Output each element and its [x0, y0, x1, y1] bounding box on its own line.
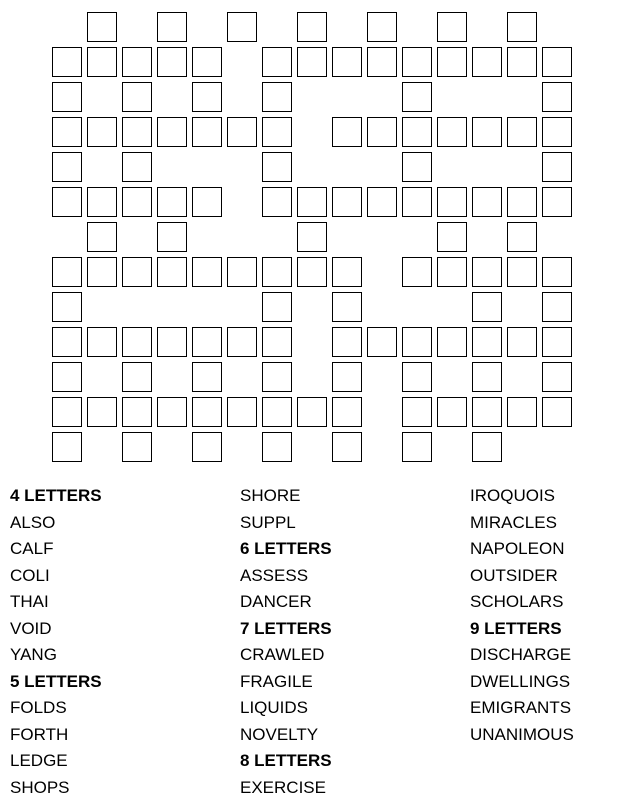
- grid-cell[interactable]: [52, 327, 82, 357]
- grid-cell[interactable]: [122, 327, 152, 357]
- word-list-column-1: [10, 483, 230, 801]
- grid-cell[interactable]: [507, 222, 537, 252]
- grid-cell[interactable]: [402, 362, 432, 392]
- word-list-item: FOLDS: [10, 698, 67, 717]
- grid-cell[interactable]: [542, 397, 572, 427]
- word-list-column-2: [240, 483, 460, 801]
- grid-cell[interactable]: [507, 187, 537, 217]
- grid-cell[interactable]: [542, 152, 572, 182]
- grid-cell[interactable]: [157, 47, 187, 77]
- grid-cell[interactable]: [297, 47, 327, 77]
- grid-cell[interactable]: [122, 47, 152, 77]
- grid-cell[interactable]: [122, 187, 152, 217]
- grid-cell[interactable]: [507, 327, 537, 357]
- grid-cell[interactable]: [157, 222, 187, 252]
- grid-cell[interactable]: [332, 432, 362, 462]
- word-list-item: FORTH: [10, 724, 69, 744]
- grid-cell[interactable]: [122, 82, 152, 112]
- grid-cell[interactable]: [507, 12, 537, 42]
- grid-cell[interactable]: [192, 432, 222, 462]
- grid-cell[interactable]: [332, 257, 362, 287]
- grid-cell[interactable]: [122, 397, 152, 427]
- word-list-item: LEDGE: [10, 751, 68, 770]
- word-list-item: ASSESS: [240, 565, 309, 585]
- word-list-column-3: [470, 483, 622, 748]
- grid-cell[interactable]: [192, 327, 222, 357]
- word-list-item: YANG: [10, 645, 57, 664]
- grid-cell[interactable]: [332, 187, 362, 217]
- grid-cell[interactable]: [87, 117, 117, 147]
- grid-cell[interactable]: [52, 152, 82, 182]
- grid-cell[interactable]: [542, 292, 572, 322]
- grid-cell[interactable]: [332, 47, 362, 77]
- word-list-item: DWELLINGS: [470, 671, 571, 691]
- grid-cell[interactable]: [402, 47, 432, 77]
- grid-cell[interactable]: [297, 12, 327, 42]
- grid-cell[interactable]: [52, 117, 82, 147]
- grid-cell[interactable]: [52, 47, 82, 77]
- grid-cell[interactable]: [157, 117, 187, 147]
- word-list-item: UNANIMOUS: [470, 724, 574, 744]
- grid-cell[interactable]: [87, 222, 117, 252]
- grid-cell[interactable]: [52, 292, 82, 322]
- word-list-item: CALF: [10, 539, 54, 558]
- word-length-header: 6 LETTERS: [240, 539, 332, 558]
- grid-cell[interactable]: [437, 327, 467, 357]
- grid-cell[interactable]: [52, 362, 82, 392]
- grid-cell[interactable]: [262, 292, 292, 322]
- grid-cell[interactable]: [87, 47, 117, 77]
- word-list-item: NAPOLEON: [470, 539, 565, 558]
- grid-cell[interactable]: [297, 397, 327, 427]
- grid-cell[interactable]: [122, 432, 152, 462]
- word-list-item: ALSO: [10, 512, 56, 532]
- word-list-item: MIRACLES: [470, 512, 557, 532]
- grid-cell[interactable]: [87, 187, 117, 217]
- grid-cell[interactable]: [157, 397, 187, 427]
- grid-cell[interactable]: [192, 397, 222, 427]
- grid-cell[interactable]: [122, 152, 152, 182]
- word-list-item: COLI: [10, 565, 50, 585]
- grid-cell[interactable]: [472, 397, 502, 427]
- grid-cell[interactable]: [192, 362, 222, 392]
- grid-cell[interactable]: [332, 397, 362, 427]
- grid-cell[interactable]: [542, 117, 572, 147]
- grid-cell[interactable]: [52, 187, 82, 217]
- grid-cell[interactable]: [367, 12, 397, 42]
- grid-cell[interactable]: [402, 257, 432, 287]
- grid-cell[interactable]: [297, 222, 327, 252]
- word-list-item: SCHOLARS: [470, 592, 564, 611]
- word-list-item: FRAGILE: [240, 671, 313, 691]
- word-list-item: NOVELTY: [240, 724, 319, 744]
- grid-cell[interactable]: [227, 117, 257, 147]
- grid-cell[interactable]: [192, 257, 222, 287]
- grid-cell[interactable]: [227, 327, 257, 357]
- grid-cell[interactable]: [227, 12, 257, 42]
- grid-cell[interactable]: [332, 327, 362, 357]
- grid-cell[interactable]: [437, 397, 467, 427]
- grid-cell[interactable]: [262, 397, 292, 427]
- grid-cell[interactable]: [52, 82, 82, 112]
- grid-cell[interactable]: [157, 327, 187, 357]
- grid-cell[interactable]: [157, 257, 187, 287]
- word-list-item: DISCHARGE: [470, 645, 572, 664]
- grid-cell[interactable]: [122, 117, 152, 147]
- grid-cell[interactable]: [507, 47, 537, 77]
- grid-cell[interactable]: [262, 187, 292, 217]
- grid-cell[interactable]: [87, 397, 117, 427]
- grid-cell[interactable]: [297, 187, 327, 217]
- word-length-header: 8 LETTERS: [240, 751, 332, 770]
- word-list-item: VOID: [10, 618, 52, 638]
- grid-cell[interactable]: [437, 12, 467, 42]
- grid-cell[interactable]: [122, 362, 152, 392]
- grid-cell[interactable]: [507, 397, 537, 427]
- grid-cell[interactable]: [262, 432, 292, 462]
- grid-cell[interactable]: [367, 117, 397, 147]
- grid-cell[interactable]: [262, 362, 292, 392]
- grid-cell[interactable]: [402, 327, 432, 357]
- grid-cell[interactable]: [472, 187, 502, 217]
- grid-cell[interactable]: [262, 47, 292, 77]
- grid-cell[interactable]: [472, 117, 502, 147]
- word-list-item: EMIGRANTS: [470, 698, 572, 717]
- grid-cell[interactable]: [542, 327, 572, 357]
- grid-cell[interactable]: [192, 187, 222, 217]
- grid-cell[interactable]: [52, 432, 82, 462]
- grid-cell[interactable]: [367, 327, 397, 357]
- grid-cell[interactable]: [507, 117, 537, 147]
- grid-cell[interactable]: [262, 257, 292, 287]
- grid-cell[interactable]: [157, 187, 187, 217]
- grid-cell[interactable]: [227, 257, 257, 287]
- grid-cell[interactable]: [437, 187, 467, 217]
- grid-cell[interactable]: [542, 82, 572, 112]
- grid-cell[interactable]: [87, 327, 117, 357]
- grid-cell[interactable]: [402, 187, 432, 217]
- grid-cell[interactable]: [437, 47, 467, 77]
- grid-cell[interactable]: [367, 47, 397, 77]
- grid-cell[interactable]: [87, 257, 117, 287]
- word-list-item: SHORE: [240, 486, 301, 505]
- word-list-item: DANCER: [240, 592, 312, 611]
- grid-cell[interactable]: [402, 82, 432, 112]
- grid-cell[interactable]: [437, 222, 467, 252]
- word-list-item: CRAWLED: [240, 645, 325, 664]
- grid-cell[interactable]: [367, 187, 397, 217]
- word-length-header: 7 LETTERS: [240, 618, 332, 638]
- word-list-item: EXERCISE: [240, 777, 326, 797]
- word-length-header: 9 LETTERS: [470, 618, 562, 638]
- word-length-header: 5 LETTERS: [10, 671, 102, 691]
- grid-cell[interactable]: [262, 82, 292, 112]
- grid-cell[interactable]: [437, 117, 467, 147]
- grid-cell[interactable]: [262, 327, 292, 357]
- grid-cell[interactable]: [297, 257, 327, 287]
- grid-cell[interactable]: [472, 47, 502, 77]
- grid-cell[interactable]: [507, 257, 537, 287]
- word-list-item: IROQUOIS: [470, 486, 556, 505]
- grid-cell[interactable]: [192, 117, 222, 147]
- grid-cell[interactable]: [437, 257, 467, 287]
- grid-cell[interactable]: [52, 257, 82, 287]
- grid-cell[interactable]: [157, 12, 187, 42]
- grid-cell[interactable]: [542, 362, 572, 392]
- grid-cell[interactable]: [87, 12, 117, 42]
- grid-cell[interactable]: [472, 292, 502, 322]
- grid-cell[interactable]: [262, 152, 292, 182]
- word-length-header: 4 LETTERS: [10, 486, 102, 505]
- grid-cell[interactable]: [262, 117, 292, 147]
- word-list-item: OUTSIDER: [470, 565, 558, 585]
- grid-cell[interactable]: [402, 152, 432, 182]
- grid-cell[interactable]: [332, 117, 362, 147]
- grid-cell[interactable]: [472, 327, 502, 357]
- grid-cell[interactable]: [402, 397, 432, 427]
- grid-cell[interactable]: [122, 257, 152, 287]
- word-list-item: LIQUIDS: [240, 698, 309, 717]
- grid-cell[interactable]: [192, 47, 222, 77]
- word-list-item: SHOPS: [10, 777, 70, 797]
- grid-cell[interactable]: [542, 187, 572, 217]
- grid-cell[interactable]: [227, 397, 257, 427]
- grid-cell[interactable]: [192, 82, 222, 112]
- grid-cell[interactable]: [52, 397, 82, 427]
- grid-cell[interactable]: [332, 292, 362, 322]
- word-list-item: SUPPL: [240, 512, 296, 532]
- word-list-item: THAI: [10, 592, 49, 611]
- grid-cell[interactable]: [402, 117, 432, 147]
- grid-cell[interactable]: [332, 362, 362, 392]
- grid-cell[interactable]: [542, 257, 572, 287]
- grid-cell[interactable]: [472, 362, 502, 392]
- grid-cell[interactable]: [472, 432, 502, 462]
- grid-cell[interactable]: [472, 257, 502, 287]
- grid-cell[interactable]: [542, 47, 572, 77]
- grid-cell[interactable]: [402, 432, 432, 462]
